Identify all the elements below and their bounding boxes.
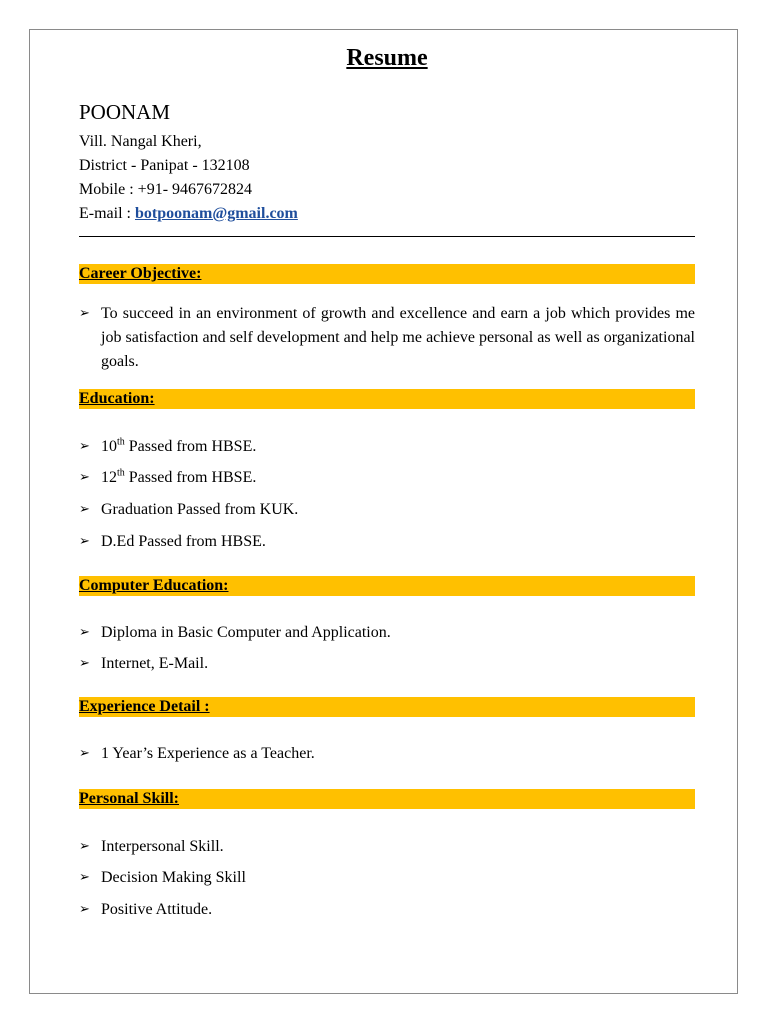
- list-item: [79, 866, 695, 890]
- arrow-bullet-icon: ➢: [79, 625, 90, 640]
- arrow-bullet-icon: ➢: [79, 534, 90, 549]
- mobile-number: Mobile : +91- 9467672824: [79, 181, 253, 198]
- arrow-bullet-icon: ➢: [79, 439, 90, 454]
- section-heading-personal-skill: Personal Skill:: [79, 789, 695, 809]
- arrow-bullet-icon: ➢: [79, 902, 90, 917]
- email-link[interactable]: botpoonam@gmail.com: [134, 205, 298, 222]
- list-item: [79, 742, 695, 766]
- computer-item-internet: Internet, E-Mail.: [101, 655, 209, 672]
- education-item-ded: D.Ed Passed from HBSE.: [101, 533, 266, 550]
- address-line-1: Vill. Nangal Kheri,: [79, 133, 202, 150]
- list-item: [79, 530, 695, 554]
- list-item: [79, 835, 695, 859]
- page-title: Resume: [346, 45, 428, 71]
- list-item: [79, 498, 695, 522]
- arrow-bullet-icon: ➢: [79, 502, 90, 517]
- header-divider: [79, 236, 695, 237]
- education-item-10th: 10th Passed from HBSE.: [101, 436, 257, 455]
- section-heading-computer-education: Computer Education:: [79, 576, 695, 596]
- applicant-name: POONAM: [79, 100, 171, 124]
- career-objective-text: To succeed in an environment of growth and excellence and earn a job which provides me job satisfaction and self development and help me achieve personal as well as organizational goals.: [101, 305, 695, 370]
- arrow-bullet-icon: ➢: [79, 746, 90, 761]
- arrow-bullet-icon: ➢: [79, 306, 90, 321]
- skill-item-decision-making: Decision Making Skill: [101, 869, 246, 886]
- list-item: [79, 466, 695, 490]
- list-item: [79, 435, 695, 459]
- section-heading-experience: Experience Detail :: [79, 697, 695, 717]
- email-label: E-mail :: [79, 205, 135, 222]
- skill-item-interpersonal: Interpersonal Skill.: [101, 838, 224, 855]
- experience-item-teacher: 1 Year’s Experience as a Teacher.: [101, 745, 315, 762]
- arrow-bullet-icon: ➢: [79, 870, 90, 885]
- section-heading-education: Education:: [79, 389, 695, 409]
- list-item: [79, 302, 695, 374]
- education-item-12th: 12th Passed from HBSE.: [101, 467, 257, 486]
- list-item: [79, 621, 695, 645]
- address-line-2: District - Panipat - 132108: [79, 157, 250, 174]
- arrow-bullet-icon: ➢: [79, 839, 90, 854]
- education-item-graduation: Graduation Passed from KUK.: [101, 501, 299, 518]
- list-item: [79, 652, 695, 676]
- email-row: [79, 204, 298, 224]
- computer-item-diploma: Diploma in Basic Computer and Application.: [101, 624, 391, 641]
- section-heading-career-objective: Career Objective:: [79, 264, 695, 284]
- arrow-bullet-icon: ➢: [79, 656, 90, 671]
- list-item: [79, 898, 695, 922]
- arrow-bullet-icon: ➢: [79, 470, 90, 485]
- skill-item-positive-attitude: Positive Attitude.: [101, 901, 213, 918]
